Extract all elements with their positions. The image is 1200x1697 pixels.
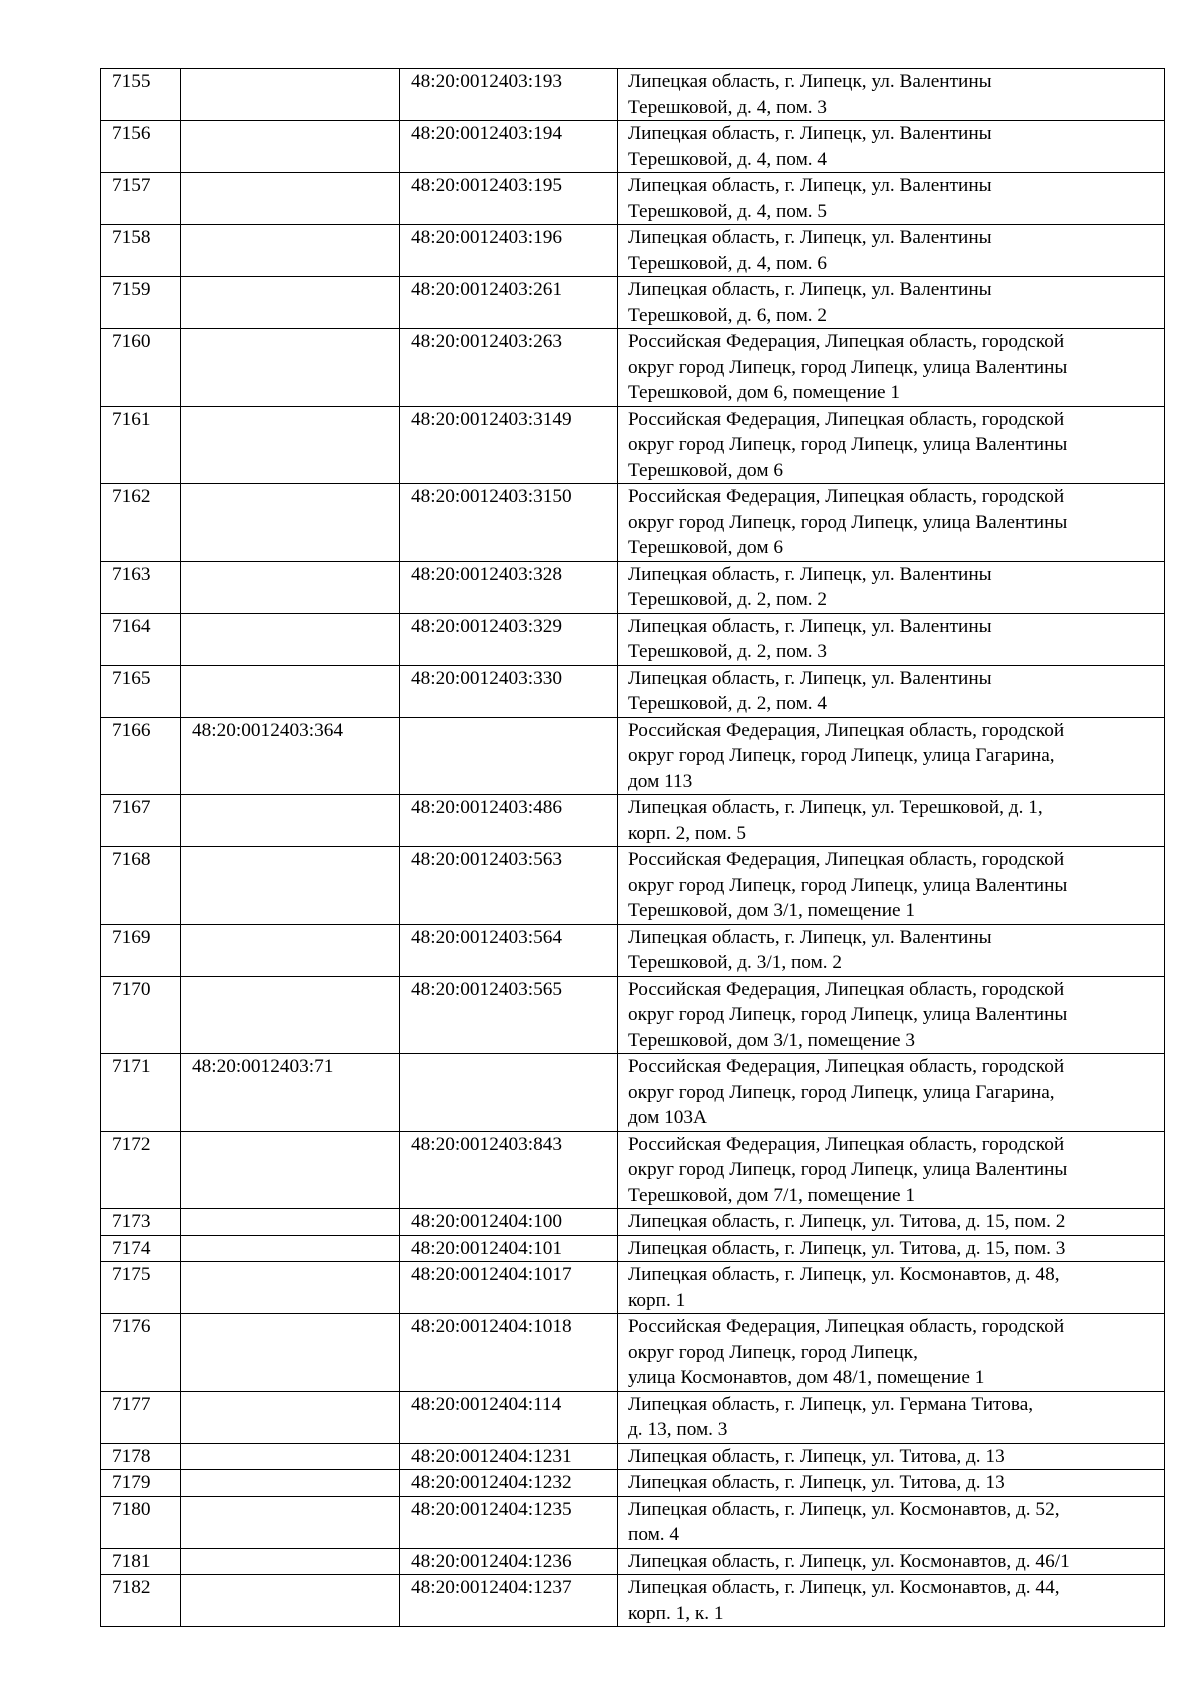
object-cadastral-number-cell: 48:20:0012403:329 — [400, 613, 618, 665]
row-number-cell: 7165 — [101, 665, 181, 717]
object-cadastral-number-cell: 48:20:0012403:564 — [400, 924, 618, 976]
table-row — [101, 976, 1165, 1054]
address-cell: Липецкая область, г. Липецк, ул. Валентины Терешковой, д. 2, пом. 4 — [618, 665, 1165, 717]
table-row — [101, 1470, 1165, 1497]
row-number-cell: 7170 — [101, 976, 181, 1054]
row-number-cell: 7158 — [101, 225, 181, 277]
row-number-cell: 7174 — [101, 1235, 181, 1262]
row-number-cell: 7167 — [101, 795, 181, 847]
row-number-cell: 7160 — [101, 329, 181, 407]
row-number-cell: 7156 — [101, 121, 181, 173]
address-cell: Липецкая область, г. Липецк, ул. Валентины Терешковой, д. 6, пом. 2 — [618, 277, 1165, 329]
object-cadastral-number-cell: 48:20:0012403:565 — [400, 976, 618, 1054]
address-cell: Липецкая область, г. Липецк, ул. Валентины Терешковой, д. 2, пом. 2 — [618, 561, 1165, 613]
land-cadastral-number-cell — [181, 795, 400, 847]
land-cadastral-number-cell — [181, 1262, 400, 1314]
land-cadastral-number-cell — [181, 1575, 400, 1627]
land-cadastral-number-cell — [181, 277, 400, 329]
row-number-cell: 7163 — [101, 561, 181, 613]
address-cell: Липецкая область, г. Липецк, ул. Валентины Терешковой, д. 4, пом. 4 — [618, 121, 1165, 173]
row-number-cell: 7161 — [101, 406, 181, 484]
table-row — [101, 406, 1165, 484]
row-number-cell: 7157 — [101, 173, 181, 225]
object-cadastral-number-cell: 48:20:0012404:1235 — [400, 1496, 618, 1548]
document-page — [100, 68, 1164, 1627]
row-number-cell: 7172 — [101, 1131, 181, 1209]
row-number-cell: 7178 — [101, 1443, 181, 1470]
row-number-cell: 7171 — [101, 1054, 181, 1132]
land-cadastral-number-cell — [181, 69, 400, 121]
land-cadastral-number-cell — [181, 173, 400, 225]
table-row — [101, 717, 1165, 795]
table-row — [101, 1443, 1165, 1470]
registry-table — [100, 68, 1165, 1627]
object-cadastral-number-cell: 48:20:0012403:3149 — [400, 406, 618, 484]
table-row — [101, 121, 1165, 173]
address-cell: Липецкая область, г. Липецк, ул. Валентины Терешковой, д. 4, пом. 3 — [618, 69, 1165, 121]
object-cadastral-number-cell: 48:20:0012403:328 — [400, 561, 618, 613]
address-cell: Липецкая область, г. Липецк, ул. Космонавтов, д. 48, корп. 1 — [618, 1262, 1165, 1314]
land-cadastral-number-cell — [181, 1314, 400, 1392]
land-cadastral-number-cell — [181, 1548, 400, 1575]
row-number-cell: 7173 — [101, 1209, 181, 1236]
row-number-cell: 7182 — [101, 1575, 181, 1627]
address-cell: Липецкая область, г. Липецк, ул. Титова, д. 15, пом. 2 — [618, 1209, 1165, 1236]
object-cadastral-number-cell: 48:20:0012403:843 — [400, 1131, 618, 1209]
table-row — [101, 1209, 1165, 1236]
address-cell: Липецкая область, г. Липецк, ул. Валентины Терешковой, д. 3/1, пом. 2 — [618, 924, 1165, 976]
object-cadastral-number-cell — [400, 717, 618, 795]
object-cadastral-number-cell: 48:20:0012403:563 — [400, 847, 618, 925]
address-cell: Российская Федерация, Липецкая область, городской округ город Липецк, город Липецк, улица Валентины Терешковой, дом 6 — [618, 406, 1165, 484]
table-row — [101, 69, 1165, 121]
row-number-cell: 7159 — [101, 277, 181, 329]
land-cadastral-number-cell — [181, 1470, 400, 1497]
land-cadastral-number-cell — [181, 1496, 400, 1548]
object-cadastral-number-cell: 48:20:0012404:1231 — [400, 1443, 618, 1470]
address-cell: Липецкая область, г. Липецк, ул. Титова, д. 13 — [618, 1470, 1165, 1497]
table-row — [101, 225, 1165, 277]
land-cadastral-number-cell — [181, 329, 400, 407]
land-cadastral-number-cell — [181, 484, 400, 562]
object-cadastral-number-cell: 48:20:0012403:263 — [400, 329, 618, 407]
table-row — [101, 1391, 1165, 1443]
address-cell: Российская Федерация, Липецкая область, городской округ город Липецк, город Липецк, улица Валентины Терешковой, дом 6, помещение 1 — [618, 329, 1165, 407]
land-cadastral-number-cell — [181, 847, 400, 925]
object-cadastral-number-cell — [400, 1054, 618, 1132]
object-cadastral-number-cell: 48:20:0012404:1232 — [400, 1470, 618, 1497]
address-cell: Липецкая область, г. Липецк, ул. Валентины Терешковой, д. 2, пом. 3 — [618, 613, 1165, 665]
address-cell: Липецкая область, г. Липецк, ул. Титова, д. 13 — [618, 1443, 1165, 1470]
address-cell: Липецкая область, г. Липецк, ул. Валентины Терешковой, д. 4, пом. 5 — [618, 173, 1165, 225]
table-row — [101, 1054, 1165, 1132]
object-cadastral-number-cell: 48:20:0012404:100 — [400, 1209, 618, 1236]
land-cadastral-number-cell — [181, 121, 400, 173]
land-cadastral-number-cell — [181, 976, 400, 1054]
table-row — [101, 1314, 1165, 1392]
row-number-cell: 7164 — [101, 613, 181, 665]
address-cell: Липецкая область, г. Липецк, ул. Валентины Терешковой, д. 4, пом. 6 — [618, 225, 1165, 277]
row-number-cell: 7175 — [101, 1262, 181, 1314]
land-cadastral-number-cell — [181, 1235, 400, 1262]
table-row — [101, 1131, 1165, 1209]
table-row — [101, 1496, 1165, 1548]
address-cell: Липецкая область, г. Липецк, ул. Титова, д. 15, пом. 3 — [618, 1235, 1165, 1262]
table-row — [101, 1235, 1165, 1262]
row-number-cell: 7162 — [101, 484, 181, 562]
address-cell: Липецкая область, г. Липецк, ул. Космонавтов, д. 44, корп. 1, к. 1 — [618, 1575, 1165, 1627]
object-cadastral-number-cell: 48:20:0012403:195 — [400, 173, 618, 225]
object-cadastral-number-cell: 48:20:0012404:101 — [400, 1235, 618, 1262]
row-number-cell: 7179 — [101, 1470, 181, 1497]
object-cadastral-number-cell: 48:20:0012404:1236 — [400, 1548, 618, 1575]
land-cadastral-number-cell — [181, 406, 400, 484]
object-cadastral-number-cell: 48:20:0012404:1018 — [400, 1314, 618, 1392]
address-cell: Российская Федерация, Липецкая область, городской округ город Липецк, город Липецк, улица Валентины Терешковой, дом 7/1, помещение 1 — [618, 1131, 1165, 1209]
land-cadastral-number-cell — [181, 613, 400, 665]
row-number-cell: 7168 — [101, 847, 181, 925]
row-number-cell: 7181 — [101, 1548, 181, 1575]
registry-table-body — [101, 69, 1165, 1627]
object-cadastral-number-cell: 48:20:0012403:3150 — [400, 484, 618, 562]
address-cell: Липецкая область, г. Липецк, ул. Космонавтов, д. 52, пом. 4 — [618, 1496, 1165, 1548]
table-row — [101, 613, 1165, 665]
land-cadastral-number-cell — [181, 1443, 400, 1470]
address-cell: Российская Федерация, Липецкая область, городской округ город Липецк, город Липецк, улица Космонавтов, дом 48/1, помещение 1 — [618, 1314, 1165, 1392]
table-row — [101, 1575, 1165, 1627]
land-cadastral-number-cell — [181, 1391, 400, 1443]
land-cadastral-number-cell: 48:20:0012403:364 — [181, 717, 400, 795]
object-cadastral-number-cell: 48:20:0012404:1017 — [400, 1262, 618, 1314]
table-row — [101, 484, 1165, 562]
object-cadastral-number-cell: 48:20:0012403:196 — [400, 225, 618, 277]
row-number-cell: 7177 — [101, 1391, 181, 1443]
land-cadastral-number-cell — [181, 225, 400, 277]
object-cadastral-number-cell: 48:20:0012404:114 — [400, 1391, 618, 1443]
object-cadastral-number-cell: 48:20:0012403:194 — [400, 121, 618, 173]
table-row — [101, 795, 1165, 847]
land-cadastral-number-cell — [181, 1209, 400, 1236]
table-row — [101, 1548, 1165, 1575]
object-cadastral-number-cell: 48:20:0012403:486 — [400, 795, 618, 847]
row-number-cell: 7166 — [101, 717, 181, 795]
table-row — [101, 173, 1165, 225]
address-cell: Российская Федерация, Липецкая область, городской округ город Липецк, город Липецк, улица Гагарина, дом 113 — [618, 717, 1165, 795]
row-number-cell: 7155 — [101, 69, 181, 121]
object-cadastral-number-cell: 48:20:0012403:261 — [400, 277, 618, 329]
row-number-cell: 7180 — [101, 1496, 181, 1548]
row-number-cell: 7169 — [101, 924, 181, 976]
table-row — [101, 847, 1165, 925]
land-cadastral-number-cell — [181, 561, 400, 613]
address-cell: Российская Федерация, Липецкая область, городской округ город Липецк, город Липецк, улица Валентины Терешковой, дом 3/1, помещение 3 — [618, 976, 1165, 1054]
address-cell: Липецкая область, г. Липецк, ул. Терешковой, д. 1, корп. 2, пом. 5 — [618, 795, 1165, 847]
object-cadastral-number-cell: 48:20:0012403:330 — [400, 665, 618, 717]
land-cadastral-number-cell: 48:20:0012403:71 — [181, 1054, 400, 1132]
table-row — [101, 329, 1165, 407]
table-row — [101, 561, 1165, 613]
address-cell: Липецкая область, г. Липецк, ул. Космонавтов, д. 46/1 — [618, 1548, 1165, 1575]
address-cell: Российская Федерация, Липецкая область, городской округ город Липецк, город Липецк, улица Гагарина, дом 103А — [618, 1054, 1165, 1132]
address-cell: Российская Федерация, Липецкая область, городской округ город Липецк, город Липецк, улица Валентины Терешковой, дом 6 — [618, 484, 1165, 562]
land-cadastral-number-cell — [181, 924, 400, 976]
table-row — [101, 924, 1165, 976]
table-row — [101, 665, 1165, 717]
table-row — [101, 277, 1165, 329]
object-cadastral-number-cell: 48:20:0012404:1237 — [400, 1575, 618, 1627]
table-row — [101, 1262, 1165, 1314]
row-number-cell: 7176 — [101, 1314, 181, 1392]
address-cell: Российская Федерация, Липецкая область, городской округ город Липецк, город Липецк, улица Валентины Терешковой, дом 3/1, помещение 1 — [618, 847, 1165, 925]
land-cadastral-number-cell — [181, 665, 400, 717]
land-cadastral-number-cell — [181, 1131, 400, 1209]
address-cell: Липецкая область, г. Липецк, ул. Германа Титова, д. 13, пом. 3 — [618, 1391, 1165, 1443]
object-cadastral-number-cell: 48:20:0012403:193 — [400, 69, 618, 121]
